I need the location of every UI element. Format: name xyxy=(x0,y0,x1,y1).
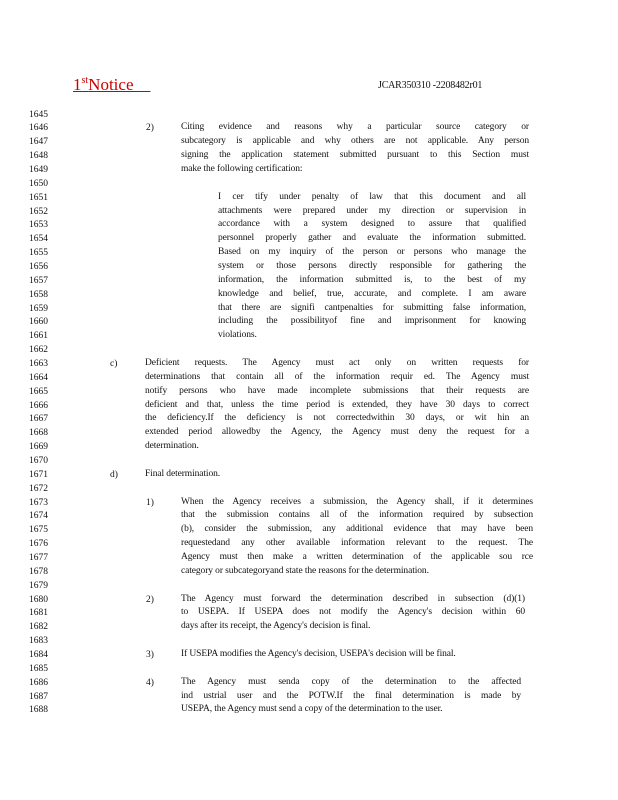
section-label: 4) xyxy=(146,677,154,688)
text-line: determinations that contain all of the information requir ed. The Agency must xyxy=(145,371,529,382)
text-line: determination. xyxy=(145,441,199,452)
line-number: 1668 xyxy=(29,428,48,439)
text-line: I cer tify under penalty of law that this document and all xyxy=(218,191,526,202)
line-number: 1670 xyxy=(29,456,48,466)
line-number: 1650 xyxy=(29,178,48,189)
line-number: 1669 xyxy=(29,442,48,453)
text-line: extended period allowedby the Agency, the Agency must deny the request for a xyxy=(145,427,529,438)
line-number: 1676 xyxy=(29,539,48,550)
text-line: deficient and that, unless the time period is extended, they have 30 days to correct xyxy=(145,399,529,410)
line-number: 1673 xyxy=(29,497,48,508)
line-number: 1658 xyxy=(29,289,48,300)
line-number: 1654 xyxy=(29,234,48,245)
line-number: 1687 xyxy=(29,691,48,702)
line-number: 1674 xyxy=(29,511,48,522)
line-number: 1679 xyxy=(29,580,48,591)
text-line: When the Agency receives a submission, the Agency shall, if it determines xyxy=(181,496,533,507)
line-number: 1681 xyxy=(29,608,48,619)
text-line: Deficient requests. The Agency must act only on written requests for xyxy=(145,357,529,368)
text-line: requestedand any other available information relevant to the request. The xyxy=(181,538,533,549)
text-line: make the following certification: xyxy=(181,163,303,174)
text-line: The Agency must senda copy of the determination to the affected xyxy=(181,676,521,687)
line-number: 1665 xyxy=(29,386,48,397)
text-line: (b), consider the submission, any additional evidence that may have been xyxy=(181,524,533,535)
text-line: Final determination. xyxy=(145,468,221,479)
line-number: 1653 xyxy=(29,220,48,231)
line-number: 1680 xyxy=(29,594,48,605)
line-number: 1655 xyxy=(29,248,48,259)
text-line: If USEPA modifies the Agency's decision, USEPA's decision will be final. xyxy=(181,649,456,660)
text-line: attachments were prepared under my direction or supervision in xyxy=(218,205,526,216)
line-number: 1646 xyxy=(29,123,48,134)
text-line: subcategory is applicable and why others are not applicable. Any person xyxy=(181,136,529,147)
text-line: days after its receipt, the Agency's decision is final. xyxy=(181,621,371,632)
line-number: 1652 xyxy=(29,206,48,217)
line-number: 1649 xyxy=(29,164,48,175)
text-line: that there are signifi cantpenalties for submitting false information, xyxy=(218,302,526,313)
line-number: 1647 xyxy=(29,137,48,148)
text-line: violations. xyxy=(218,330,257,341)
line-number: 1661 xyxy=(29,331,48,342)
text-line: notify persons who have made incomplete submissions that their requests are xyxy=(145,385,529,396)
text-line: including the possibilityof fine and imprisonment for knowing xyxy=(218,316,526,327)
line-number: 1663 xyxy=(29,358,48,369)
text-line: USEPA, the Agency must send a copy of the determination to the user. xyxy=(181,704,443,715)
text-line: Citing evidence and reasons why a particular source category or xyxy=(181,122,529,133)
line-number: 1657 xyxy=(29,275,48,286)
notice-title: 1stNotice xyxy=(73,75,134,94)
text-line: ind ustrial user and the POTW.If the final determination is made by xyxy=(181,690,521,701)
line-number: 1651 xyxy=(29,192,48,203)
section-label: 1) xyxy=(146,497,154,508)
text-line: the deficiency.If the deficiency is not correctedwithin 30 days, or wit hin an xyxy=(145,413,529,424)
line-number: 1675 xyxy=(29,525,48,536)
section-label: 2) xyxy=(146,123,154,134)
text-line: Based on my inquiry of the person or persons who manage the xyxy=(218,247,526,258)
line-number: 1678 xyxy=(29,566,48,577)
section-label: 3) xyxy=(146,650,154,661)
text-line: Agency must then make a written determination of the applicable sou rce xyxy=(181,552,533,563)
line-number: 1660 xyxy=(29,317,48,328)
line-number: 1666 xyxy=(29,400,48,411)
line-number: 1648 xyxy=(29,151,48,162)
line-number: 1659 xyxy=(29,303,48,314)
text-line: accordance with a system designed to assure that qualified xyxy=(218,219,526,230)
line-number: 1671 xyxy=(29,469,48,480)
section-label: c) xyxy=(110,358,118,369)
line-number: 1683 xyxy=(29,636,48,647)
text-line: knowledge and belief, true, accurate, and complete. I am aware xyxy=(218,288,526,299)
line-number: 1656 xyxy=(29,261,48,272)
line-number: 1645 xyxy=(29,109,48,120)
line-number: 1686 xyxy=(29,677,48,688)
text-line: to USEPA. If USEPA does not modify the Agency's decision within 60 xyxy=(181,607,525,618)
line-number: 1688 xyxy=(29,705,48,716)
line-number: 1662 xyxy=(29,345,48,356)
line-number: 1664 xyxy=(29,372,48,383)
text-line: information, the information submitted is, to the best of my xyxy=(218,274,526,285)
text-line: signing the application statement submitted pursuant to this Section must xyxy=(181,150,529,161)
text-line: system or those persons directly responsible for gathering the xyxy=(218,260,526,271)
text-line: personnel properly gather and evaluate the information submitted. xyxy=(218,233,526,244)
section-label: d) xyxy=(110,469,118,480)
line-number: 1672 xyxy=(29,483,48,494)
line-number: 1667 xyxy=(29,414,48,425)
text-line: category or subcategoryand state the reasons for the determination. xyxy=(181,565,429,576)
document-code: JCAR350310 -2208482r01 xyxy=(378,80,483,91)
line-number: 1685 xyxy=(29,663,48,674)
line-number: 1684 xyxy=(29,650,48,661)
line-number: 1677 xyxy=(29,553,48,564)
text-line: The Agency must forward the determination described in subsection (d)(1) xyxy=(181,593,525,604)
section-label: 2) xyxy=(146,594,154,605)
text-line: that the submission contains all of the information required by subsection xyxy=(181,510,533,521)
line-number: 1682 xyxy=(29,622,48,633)
